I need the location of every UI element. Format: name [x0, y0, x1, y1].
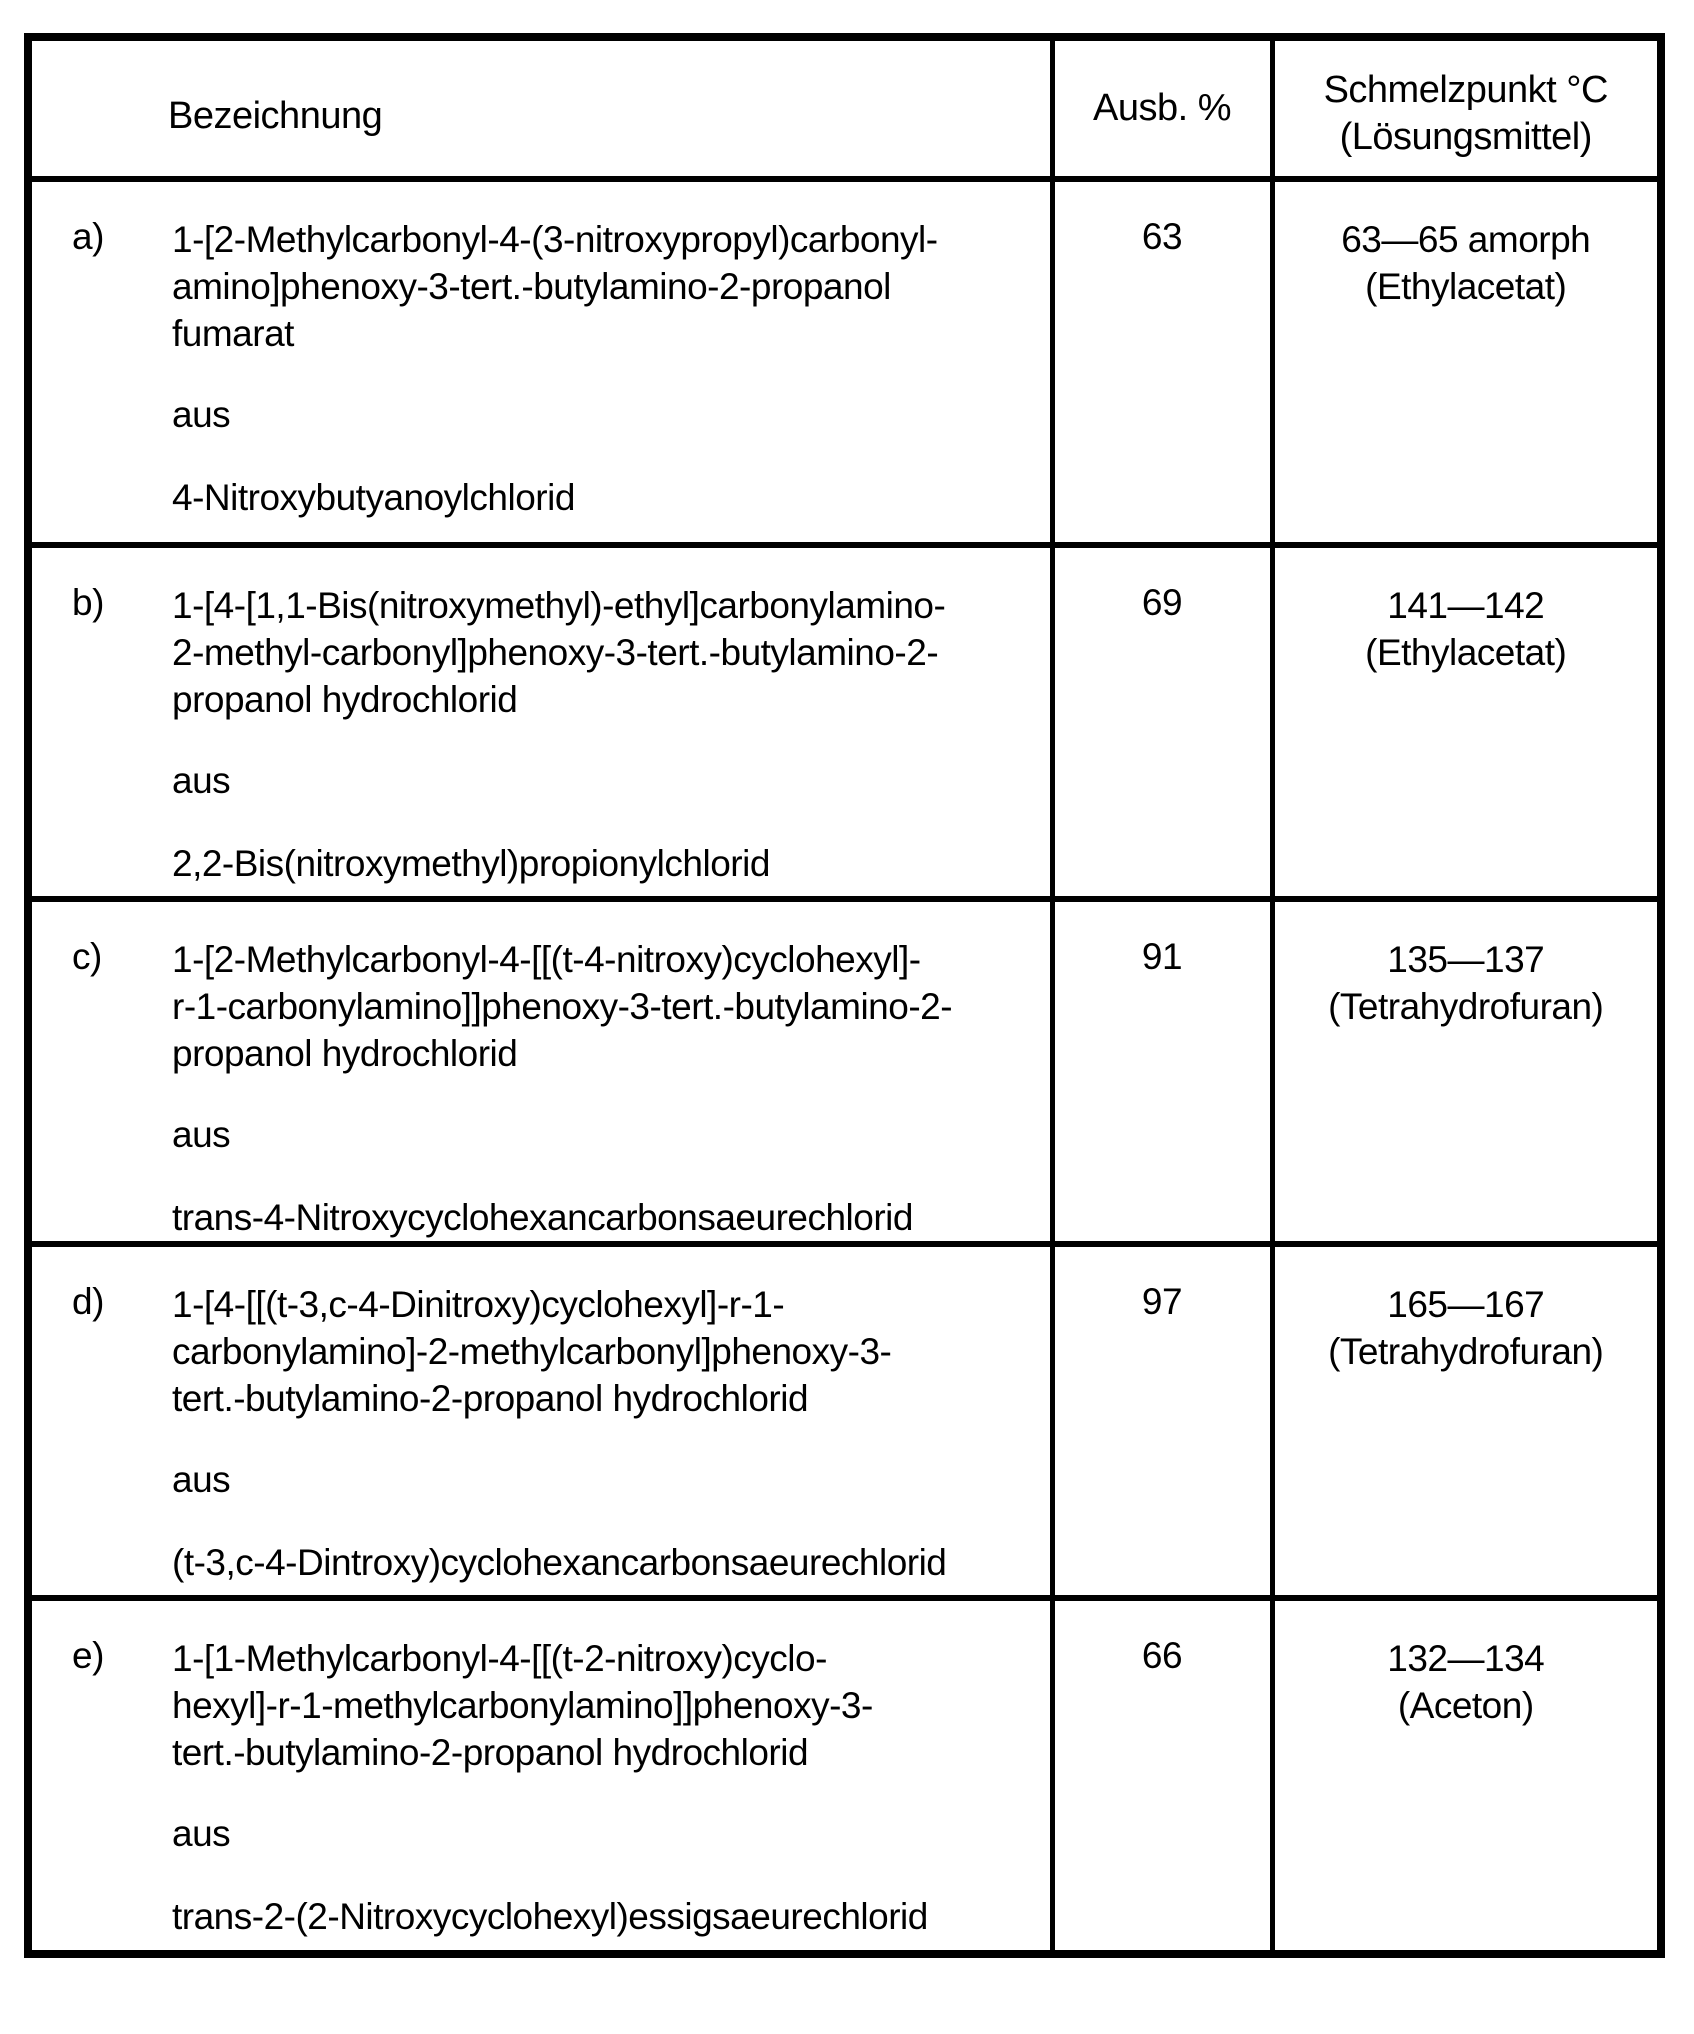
- compound-name: 1-[1-Methylcarbonyl-4-[[(t-2-nitroxy)cyclo- hexyl]-r-1-methylcarbonylamino]]phenoxy-3- tert.-butylamino-2-propanol hydrochlorid: [172, 1638, 873, 1773]
- yield-value: 91: [1141, 936, 1183, 977]
- row-label: a): [72, 216, 104, 257]
- yield-value: 63: [1141, 216, 1183, 257]
- table-header-row: [28, 37, 1661, 179]
- compound-name: 1-[2-Methylcarbonyl-4-[[(t-4-nitroxy)cyclohexyl]- r-1-carbonylamino]]phenoxy-3-tert.-butylamino-2- propanol hydrochlorid: [172, 939, 953, 1074]
- table-row: [28, 179, 1661, 545]
- yield-value: 69: [1141, 582, 1183, 623]
- aus-label: aus: [172, 394, 231, 435]
- solvent: (Ethylacetat): [1365, 266, 1567, 307]
- solvent: (Ethylacetat): [1365, 632, 1567, 673]
- melting-point: 135—137: [1387, 939, 1545, 980]
- table-row: [28, 1244, 1661, 1598]
- melting-point: 63—65 amorph: [1341, 219, 1591, 260]
- compound-name: 1-[2-Methylcarbonyl-4-(3-nitroxypropyl)carbonyl- amino]phenoxy-3-tert.-butylamino-2-propanol fumarat: [172, 219, 938, 354]
- compound-name: 1-[4-[[(t-3,c-4-Dinitroxy)cyclohexyl]-r-1- carbonylamino]-2-methylcarbonyl]phenoxy-3- tert.-butylamino-2-propanol hydrochlorid: [172, 1284, 892, 1419]
- precursor-name: 4-Nitroxybutyanoylchlorid: [172, 477, 575, 518]
- yield-value: 66: [1141, 1635, 1183, 1676]
- compound-table: [24, 33, 1665, 1958]
- header-bezeichnung: Bezeichnung: [168, 95, 383, 137]
- melting-point: 132—134: [1387, 1638, 1545, 1679]
- solvent: (Tetrahydrofuran): [1328, 986, 1604, 1027]
- compound-name: 1-[4-[1,1-Bis(nitroxymethyl)-ethyl]carbonylamino- 2-methyl-carbonyl]phenoxy-3-tert.-butylamino-2- propanol hydrochlorid: [172, 585, 946, 720]
- aus-label: aus: [172, 1813, 231, 1854]
- row-label: e): [72, 1635, 104, 1676]
- header-ausb-percent: Ausb. %: [1092, 87, 1232, 129]
- yield-value: 97: [1141, 1281, 1183, 1322]
- table-row: [28, 899, 1661, 1244]
- table-row: [28, 1598, 1661, 1954]
- solvent: (Aceton): [1397, 1685, 1534, 1726]
- precursor-name: trans-2-(2-Nitroxycyclohexyl)essigsaeurechlorid: [172, 1896, 928, 1937]
- row-label: d): [72, 1281, 104, 1322]
- row-label: b): [72, 582, 104, 623]
- header-loesungsmittel: (Lösungsmittel): [1339, 116, 1592, 158]
- solvent: (Tetrahydrofuran): [1328, 1331, 1604, 1372]
- aus-label: aus: [172, 760, 231, 801]
- precursor-name: 2,2-Bis(nitroxymethyl)propionylchlorid: [172, 843, 770, 884]
- aus-label: aus: [172, 1459, 231, 1500]
- table-row: [28, 545, 1661, 899]
- aus-label: aus: [172, 1114, 231, 1155]
- precursor-name: trans-4-Nitroxycyclohexancarbonsaeurechlorid: [172, 1197, 913, 1238]
- precursor-name: (t-3,c-4-Dintroxy)cyclohexancarbonsaeurechlorid: [172, 1542, 947, 1583]
- header-schmelzpunkt: Schmelzpunkt °C: [1323, 69, 1608, 111]
- row-label: c): [72, 936, 102, 977]
- melting-point: 141—142: [1387, 585, 1545, 626]
- melting-point: 165—167: [1387, 1284, 1545, 1325]
